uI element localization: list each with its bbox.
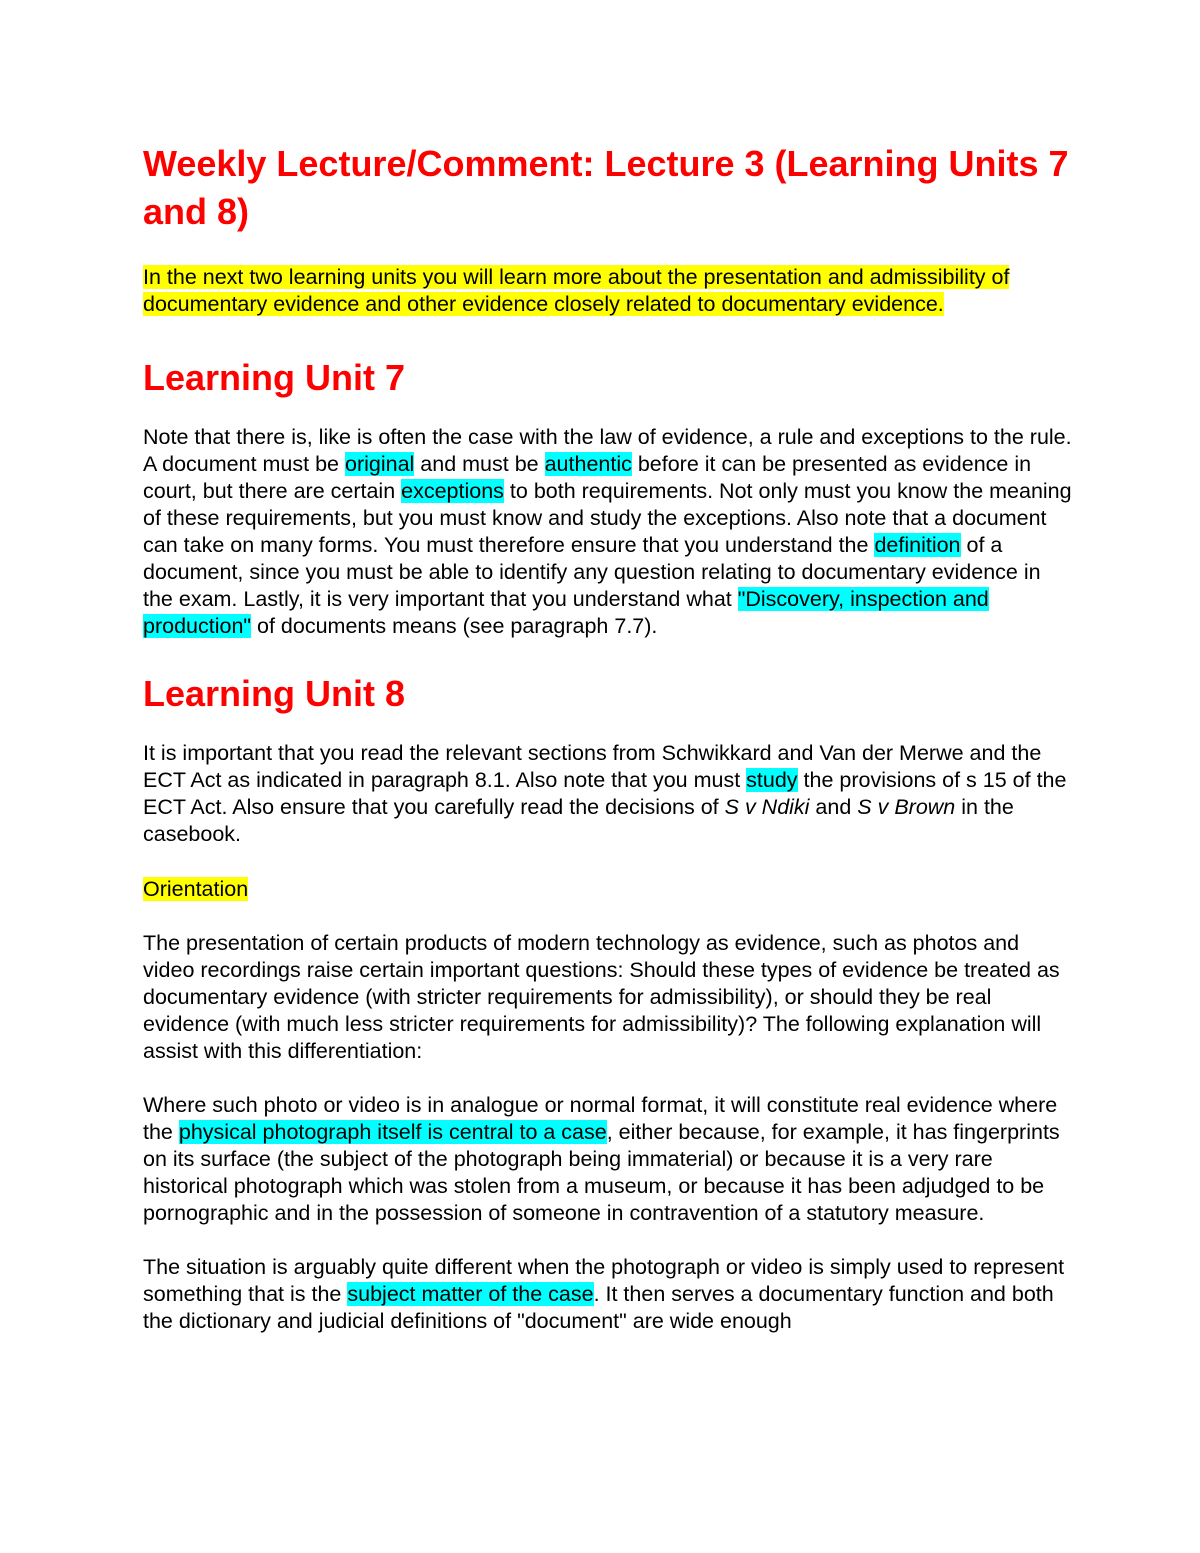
text-segment: , either because, for example, it has fingerprints on its surface (the subject of the photograph being immaterial) or because it is a very rare historical photograph which was stolen from a museum, or because it has been adjudged to be pornographic and in the possession of someone in contravention of a statutory measure. xyxy=(143,1120,1060,1225)
text-segment: and must be xyxy=(414,452,545,476)
intro-paragraph xyxy=(143,264,1073,318)
highlight-study: study xyxy=(746,768,798,792)
learning-unit-8-paragraph xyxy=(143,740,1073,848)
highlight-physical-photograph: physical photograph itself is central to a case xyxy=(178,1120,607,1144)
highlight-definition: definition xyxy=(874,533,961,557)
text-segment: Where such photo or video is in analogue or normal format, it will constitute real evidence where the xyxy=(143,1093,1058,1144)
highlight-subject-matter: subject matter of the case xyxy=(347,1282,594,1306)
text-segment: and xyxy=(809,795,858,819)
highlight-exceptions: exceptions xyxy=(401,479,504,503)
text-segment: of documents means (see paragraph 7.7). xyxy=(251,614,658,638)
case-name-ndiki: S v Ndiki xyxy=(724,795,810,819)
highlight-original: original xyxy=(344,452,415,476)
text-segment: of a document, since you must be able to identify any question relating to documentary evidence in the exam. Lastly, it is very important that you understand what xyxy=(143,533,1041,611)
text-segment: in the casebook. xyxy=(143,795,1014,846)
case-name-brown: S v Brown xyxy=(857,795,956,819)
text-segment: before it can be presented as evidence in court, but there are certain xyxy=(143,452,1032,503)
intro-highlight: In the next two learning units you will learn more about the presentation and admissibility of documentary evidence and other evidence closely related to documentary evidence. xyxy=(143,265,1010,316)
text-segment: . It then serves a documentary function and both the dictionary and judicial definitions of "document" are wide enough xyxy=(143,1282,1054,1333)
orientation-paragraph xyxy=(143,876,1073,903)
heading-learning-unit-8: Learning Unit 8 xyxy=(143,673,406,714)
situation-paragraph xyxy=(143,1254,1073,1335)
document-title: Weekly Lecture/Comment: Lecture 3 (Learning Units 7 and 8) xyxy=(143,143,1069,232)
text-segment: the provisions of s 15 of the ECT Act. Also ensure that you carefully read the decisions of xyxy=(143,768,1067,819)
text-segment: The situation is arguably quite different when the photograph or video is simply used to represent something that is the xyxy=(143,1255,1065,1306)
presentation-paragraph: The presentation of certain products of modern technology as evidence, such as photos and video recordings raise certain important questions: Should these types of evidence be treated as documentary evidence (with stricter requirements for admissibility), or should they be real evidence (with much less stricter requirements for admissibility)? The following explanation will assist with this differentiation: xyxy=(143,931,1060,1063)
document-page xyxy=(143,140,1073,1335)
orientation-label: Orientation xyxy=(143,877,249,901)
text-segment: It is important that you read the relevant sections from Schwikkard and Van der Merwe and the ECT Act as indicated in paragraph 8.1. Also note that you must xyxy=(143,741,1042,792)
heading-learning-unit-7: Learning Unit 7 xyxy=(143,357,406,398)
highlight-discovery: "Discovery, inspection and production" xyxy=(143,587,989,638)
highlight-authentic: authentic xyxy=(544,452,632,476)
learning-unit-7-paragraph xyxy=(143,424,1073,640)
text-segment: to both requirements. Not only must you know the meaning of these requirements, but you must know and study the exceptions. Also note that a document can take on many forms. You must therefore ensure that you understand the xyxy=(143,479,1072,557)
analogue-format-paragraph xyxy=(143,1092,1073,1227)
text-segment: Note that there is, like is often the case with the law of evidence, a rule and exceptions to the rule. A document must be xyxy=(143,425,1072,476)
